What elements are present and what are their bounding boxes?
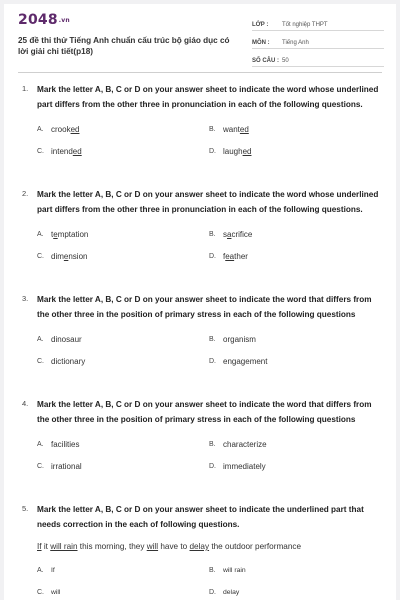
option-text-part: want <box>223 125 240 134</box>
answer-option[interactable] <box>209 565 381 576</box>
option-text <box>51 589 60 596</box>
answer-option[interactable] <box>37 229 209 240</box>
option-underlined-part: e <box>53 230 58 239</box>
underlined-part: will <box>146 542 159 551</box>
answer-option[interactable] <box>37 439 209 450</box>
option-letter: A. <box>37 231 44 238</box>
option-text <box>223 252 248 261</box>
option-text-part: dictionary <box>51 357 86 366</box>
answer-option[interactable] <box>209 124 381 135</box>
option-underlined-part: ed <box>70 125 80 134</box>
option-text <box>51 357 85 366</box>
option-text-part: f <box>223 252 226 261</box>
sentence-text: the outdoor performance <box>209 542 302 551</box>
answer-option[interactable] <box>209 146 381 157</box>
option-letter: B. <box>209 336 216 343</box>
logo-text: 2048 <box>18 12 58 28</box>
exam-sheet <box>4 4 396 600</box>
option-letter: A. <box>37 126 44 133</box>
answer-options <box>37 439 384 472</box>
answer-option[interactable] <box>37 356 209 367</box>
sentence-text: have to <box>158 542 190 551</box>
meta-label: LỚP : <box>252 22 269 28</box>
question-text: Mark the letter A, B, C or D on your answer sheet to indicate the word that differs from the other three in the position of primary stress in each of the following questions <box>37 400 372 424</box>
question-text: Mark the letter A, B, C or D on your answer sheet to indicate the word whose underlined part differs from the other three in pronunciation in each of the following questions. <box>37 85 379 109</box>
option-text <box>223 357 267 366</box>
answer-options <box>37 565 384 598</box>
option-text-part: If <box>51 567 55 574</box>
page-header <box>4 4 396 72</box>
meta-row-question-count <box>252 52 384 67</box>
option-letter: A. <box>37 441 44 448</box>
option-text-part: engagement <box>223 357 268 366</box>
question-sentence <box>37 541 384 553</box>
answer-option[interactable] <box>209 356 381 367</box>
option-letter: D. <box>209 148 216 155</box>
answer-option[interactable] <box>209 461 381 472</box>
answer-options <box>37 124 384 157</box>
question-5 <box>22 502 384 598</box>
option-text-part: dinosaur <box>51 335 82 344</box>
option-letter: D. <box>209 253 216 260</box>
option-text <box>51 567 55 574</box>
option-text-part: mptation <box>57 230 89 239</box>
option-text-part: crifice <box>231 230 253 239</box>
site-logo[interactable] <box>18 12 70 28</box>
answer-options <box>37 334 384 367</box>
question-1 <box>22 82 384 157</box>
option-letter: B. <box>209 441 216 448</box>
option-underlined-part: ea <box>225 252 235 261</box>
option-text-part: will <box>51 589 61 596</box>
answer-option[interactable] <box>37 146 209 157</box>
option-letter: C. <box>37 253 44 260</box>
meta-row-class <box>252 16 384 31</box>
exam-meta <box>252 16 384 70</box>
answer-option[interactable] <box>37 334 209 345</box>
question-number: 3. <box>22 294 29 303</box>
option-letter: C. <box>37 463 44 470</box>
answer-option[interactable] <box>37 565 209 576</box>
option-text <box>223 125 249 134</box>
answer-option[interactable] <box>209 334 381 345</box>
option-text-part: ther <box>234 252 248 261</box>
option-text-part: characterize <box>223 440 267 449</box>
answer-option[interactable] <box>37 461 209 472</box>
option-letter: D. <box>209 358 216 365</box>
option-text <box>223 147 251 156</box>
question-2 <box>22 187 384 262</box>
option-text-part: s <box>223 230 227 239</box>
option-text <box>51 147 82 156</box>
sentence-text: it <box>41 542 51 551</box>
option-text <box>223 440 267 449</box>
answer-option[interactable] <box>37 251 209 262</box>
meta-label: MÔN : <box>252 40 270 46</box>
option-letter: B. <box>209 126 216 133</box>
underlined-part: If <box>37 542 42 551</box>
option-text-part: dim <box>51 252 64 261</box>
option-text-part: irrational <box>51 462 82 471</box>
option-letter: B. <box>209 567 216 574</box>
sentence-text: this morning, they <box>77 542 147 551</box>
question-4 <box>22 397 384 472</box>
option-letter: A. <box>37 336 44 343</box>
option-letter: B. <box>209 231 216 238</box>
option-text <box>51 462 82 471</box>
option-underlined-part: ed <box>242 147 252 156</box>
option-text-part: crook <box>51 125 71 134</box>
meta-value: 50 <box>282 58 289 64</box>
option-underlined-part: a <box>227 230 232 239</box>
option-text <box>223 230 252 239</box>
option-letter: C. <box>37 358 44 365</box>
option-text-part: immediately <box>223 462 266 471</box>
option-text-part: facilities <box>51 440 80 449</box>
meta-row-subject <box>252 34 384 49</box>
question-3 <box>22 292 384 367</box>
option-letter: D. <box>209 463 216 470</box>
option-text-part: organism <box>223 335 256 344</box>
header-divider <box>18 72 382 73</box>
answer-option[interactable] <box>37 124 209 135</box>
answer-option[interactable] <box>209 439 381 450</box>
option-text <box>223 589 239 596</box>
option-text-part: laugh <box>223 147 243 156</box>
option-text <box>51 335 82 344</box>
option-letter: C. <box>37 589 44 596</box>
option-text-part: nsion <box>68 252 88 261</box>
option-text-part: delay <box>223 589 240 596</box>
meta-value: Tốt nghiệp THPT <box>282 22 328 28</box>
question-text: Mark the letter A, B, C or D on your answer sheet to indicate the word that differs from the other three in the position of primary stress in each of the following questions <box>37 295 372 319</box>
option-letter: D. <box>209 589 216 596</box>
underlined-part: will rain <box>50 542 78 551</box>
option-underlined-part: e <box>63 252 69 261</box>
option-text <box>223 462 266 471</box>
option-underlined-part: ed <box>239 125 249 134</box>
question-text: Mark the letter A, B, C or D on your answer sheet to indicate the word whose underlined part differs from the other three in pronunciation in each of the following questions. <box>37 190 379 214</box>
option-text <box>223 335 256 344</box>
option-letter: C. <box>37 148 44 155</box>
option-text <box>51 125 79 134</box>
answer-option[interactable] <box>37 587 209 598</box>
option-text <box>223 567 246 574</box>
answer-options <box>37 229 384 262</box>
question-number: 5. <box>22 504 29 513</box>
question-number: 1. <box>22 84 29 93</box>
question-number: 2. <box>22 189 29 198</box>
meta-label: SỐ CÂU : <box>252 58 279 64</box>
option-underlined-part: ed <box>72 147 82 156</box>
answer-option[interactable] <box>209 587 381 598</box>
option-text-part: will rain <box>223 567 246 574</box>
option-text <box>51 230 88 239</box>
option-letter: A. <box>37 567 44 574</box>
option-text <box>51 252 87 261</box>
logo-suffix: .vn <box>58 17 70 24</box>
answer-option[interactable] <box>209 229 381 240</box>
option-text-part: intend <box>51 147 73 156</box>
underlined-part: delay <box>189 542 210 551</box>
option-text-part: t <box>51 230 54 239</box>
meta-value: Tiếng Anh <box>282 40 309 46</box>
question-number: 4. <box>22 399 29 408</box>
exam-title: 25 đề thi thử Tiếng Anh chuẩn cấu trúc bộ giáo dục có lời giải chi tiết(p18) <box>18 36 230 56</box>
question-text: Mark the letter A, B, C or D on your answer sheet to indicate the underlined part that needs correction in the each of following questions. <box>37 505 364 529</box>
answer-option[interactable] <box>209 251 381 262</box>
option-text <box>51 440 79 449</box>
